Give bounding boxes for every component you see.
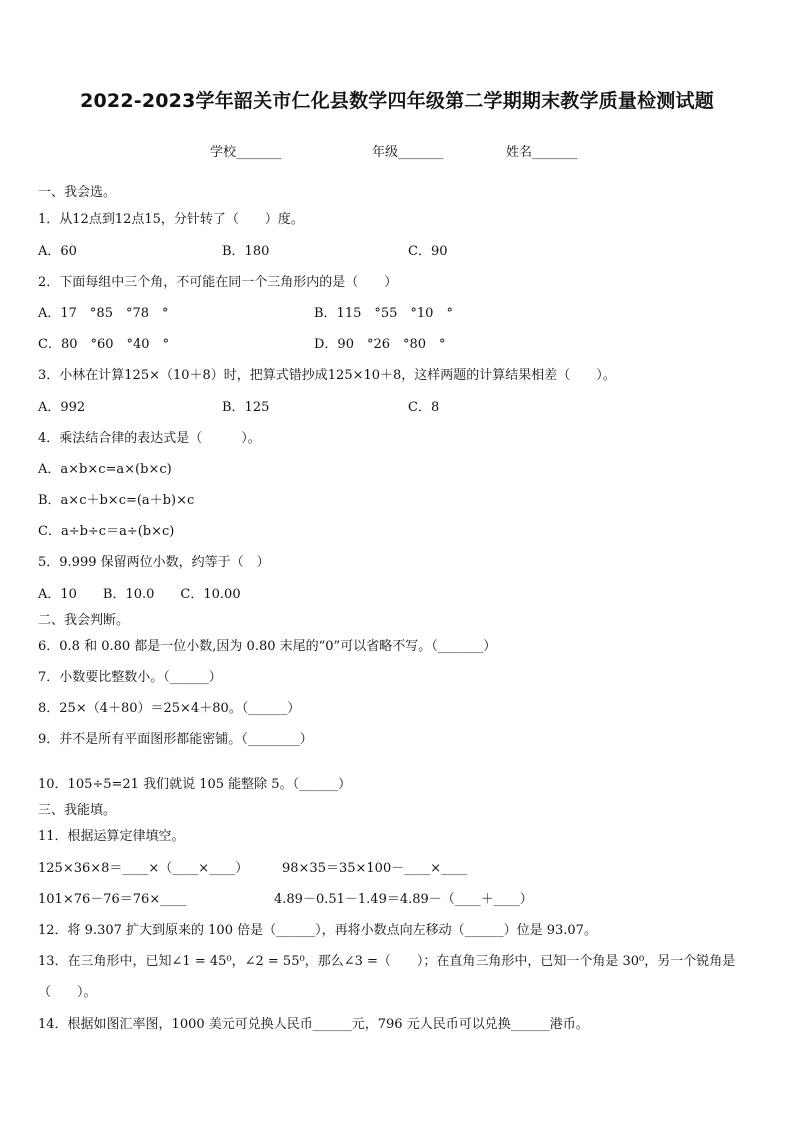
q3-option-c: C．8	[408, 400, 440, 415]
grade-field: 年级_______	[372, 145, 444, 160]
question-12: 12．将 9.307 扩大到原来的 100 倍是（______），再将小数点向左移动（______）位是 93.07。	[38, 923, 597, 938]
q1-option-b: B．180	[222, 244, 270, 259]
q1-option-a: A．60	[38, 244, 77, 259]
q5-options: A．10 B．10.0 C．10.00	[38, 587, 241, 602]
q11-expr-2: 98×35＝35×100－____×____	[282, 861, 468, 876]
q2-option-c: C．80 °60 °40 °	[38, 337, 170, 352]
q11-expr-1: 125×36×8＝____×（____×____）	[38, 861, 249, 876]
q1-option-c: C．90	[408, 244, 448, 259]
q2-option-b: B．115 °55 °10 °	[314, 306, 453, 321]
q4-option-a: A．a×b×c=a×(b×c)	[38, 462, 172, 477]
question-11: 11．根据运算定律填空。	[38, 829, 185, 844]
question-1: 1．从12点到12点15，分针转了（ ）度。	[38, 212, 304, 227]
name-field: 姓名_______	[506, 145, 578, 160]
page-title: 2022-2023学年韶关市仁化县数学四年级第二学期期末教学质量检测试题	[80, 90, 714, 112]
q4-option-b: B．a×c＋b×c=(a＋b)×c	[38, 493, 195, 508]
question-5: 5．9.999 保留两位小数，约等于（ ）	[38, 555, 270, 570]
question-6: 6．0.8 和 0.80 都是一位小数,因为 0.80 末尾的“0”可以省略不写。（_______）	[38, 639, 497, 654]
question-13-line-1: 13．在三角形中，已知∠1 = 45⁰，∠2 = 55⁰，那么∠3 =（ ）；在直角三角形中，已知一个角是 30⁰，另一个锐角是	[38, 954, 736, 969]
question-13-line-2: （ ）。	[38, 985, 97, 1000]
question-7: 7．小数要比整数小。（______）	[38, 670, 222, 685]
section-heading-judge: 二、我会判断。	[38, 613, 130, 628]
question-10: 10．105÷5=21 我们就说 105 能整除 5。（______）	[38, 777, 352, 792]
q3-option-b: B．125	[222, 400, 270, 415]
question-2: 2．下面每组中三个角，不可能在同一个三角形内的是（ ）	[38, 275, 398, 290]
question-8: 8．25×（4＋80）＝25×4＋80。（______）	[38, 701, 301, 716]
q11-expr-3: 101×76－76＝76×____	[38, 892, 187, 907]
section-heading-choose: 一、我会选。	[38, 185, 117, 200]
q2-option-a: A．17 °85 °78 °	[38, 306, 169, 321]
school-field: 学校_______	[210, 145, 282, 160]
q2-option-d: D．90 °26 °80 °	[314, 337, 446, 352]
question-4: 4．乘法结合律的表达式是（ ）。	[38, 431, 261, 446]
question-9: 9．并不是所有平面图形都能密铺。（________）	[38, 732, 313, 747]
question-14: 14．根据如图汇率图，1000 美元可兑换人民币______元，796 元人民币可以兑换______港币。	[38, 1017, 589, 1032]
q11-expr-4: 4.89－0.51－1.49＝4.89－（____＋____）	[274, 892, 533, 907]
q3-option-a: A．992	[38, 400, 86, 415]
q4-option-c: C．a÷b÷c＝a÷(b×c)	[38, 524, 175, 539]
section-heading-fill: 三、我能填。	[38, 803, 117, 818]
question-3: 3．小林在计算125×（10＋8）时，把算式错抄成125×10＋8，这样两题的计算结果相差（ ）。	[38, 368, 616, 383]
